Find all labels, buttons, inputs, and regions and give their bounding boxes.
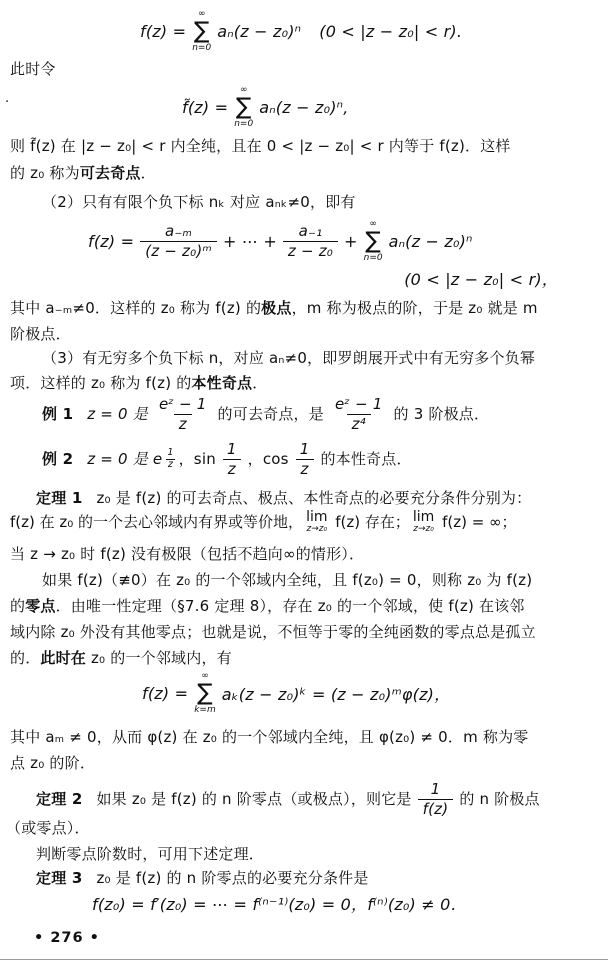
para-text: ．由唯一性定理（§7.6 定理 8），存在 z₀ 的一个邻域，使 f(z) 在该邻	[55, 597, 525, 615]
sum-lower-limit: k=m	[194, 705, 216, 715]
sum-operator: ∑	[235, 94, 252, 120]
theorem-2-line2: （或零点）．	[6, 819, 90, 837]
example-1-label: 例 1	[42, 405, 74, 424]
formula-plus: +	[344, 232, 358, 251]
theorem-3-line1	[36, 866, 369, 890]
page-bottom-rule	[0, 959, 608, 960]
formula-laurent-pole	[88, 220, 473, 263]
theorem-text: f(z) 存在；	[330, 513, 410, 531]
sum-lower-limit: n=0	[363, 253, 383, 263]
fraction-denominator: z	[223, 459, 241, 479]
fraction-denominator: z − z₀	[283, 241, 338, 261]
example-text: 的本性奇点．	[320, 450, 412, 469]
theorem-1-label: 定理 1	[36, 489, 83, 507]
fraction-denominator: z	[296, 459, 314, 479]
fraction	[222, 440, 242, 479]
formula-body: aₙ(z − z₀)ⁿ,	[259, 98, 349, 117]
fraction-denominator: f(z)	[418, 799, 454, 819]
formula-derivative-criterion: f(z₀) = f′(z₀) = ⋯ = f⁽ⁿ⁻¹⁾(z₀) = 0，f⁽ⁿ⁾(z₀) ≠ 0．	[92, 895, 467, 914]
superscript-fraction	[165, 448, 175, 471]
term-zero: 零点	[25, 597, 56, 615]
formula-lhs: f̃(z) =	[182, 98, 229, 117]
para-text: ，m 称为极点的阶，于是 z₀ 就是 m	[291, 299, 538, 317]
example-text: 的可去奇点，是	[217, 405, 324, 424]
fraction-numerator: eᶻ − 1	[334, 395, 383, 413]
para-zero-order-line1: 其中 aₘ ≠ 0，从而 φ(z) 在 z₀ 的一个邻域内全纯，且 φ(z₀) ≠ 0．m 称为零	[10, 728, 529, 746]
para-text-bold: 此时在	[40, 649, 87, 667]
para-then-set: 此时令	[10, 60, 56, 78]
theorem-2-label: 定理 2	[36, 790, 83, 809]
sum-lower-limit: n=0	[192, 43, 212, 53]
fraction	[330, 395, 388, 434]
example-text: 的 3 阶极点．	[393, 405, 490, 424]
sum-upper-limit: ∞	[197, 9, 206, 19]
sum-operator: ∑	[365, 228, 381, 254]
para-zero-line3: 域内除 z₀ 外没有其他零点；也就是说，不恒等于零的全纯函数的零点总是孤立	[10, 623, 536, 641]
fraction-denominator: z	[174, 414, 192, 434]
formula-laurent-pole-condition: (0 < |z − z₀| < r)，	[404, 270, 558, 289]
sum-operator: ∑	[193, 18, 210, 44]
fraction-numerator: a₋ₘ	[165, 222, 193, 241]
sum-symbol	[364, 220, 383, 263]
para-judge-order: 判断零点阶数时，可用下述定理．	[36, 845, 265, 863]
limit-block	[306, 510, 327, 534]
theorem-text: 的 n 阶极点	[459, 790, 540, 809]
formula-condition: (0 < |z − z₀| < r).	[319, 22, 463, 41]
para-text: ．	[140, 164, 156, 182]
theorem-1-line2	[10, 510, 517, 535]
para-zero-line4	[10, 646, 232, 670]
stray-mark: ·	[5, 95, 10, 110]
term-pole: 极点	[261, 299, 292, 317]
para-pole-def-line2: 阶极点．	[10, 325, 71, 343]
fraction	[140, 222, 217, 261]
para-zero-order-line2: 点 z₀ 的阶．	[10, 754, 96, 772]
sum-symbol	[192, 10, 211, 53]
para-removable-line2	[10, 161, 156, 185]
example-text: z = 0 是 e	[87, 450, 163, 469]
para-removable-line1: 则 f̃(z) 在 |z − z₀| < r 内全纯，且在 0 < |z − z₀| < r 内等于 f(z)．这样	[10, 137, 511, 155]
formula-lhs: f(z) =	[88, 232, 135, 251]
example-text: ，sin	[178, 450, 216, 469]
example-1	[42, 395, 489, 434]
para-text: ．	[252, 374, 268, 392]
theorem-1-line3: 当 z → z₀ 时 f(z) 没有极限（包括不趋向∞的情形）．	[10, 545, 365, 563]
formula-lhs: f(z) =	[140, 22, 187, 41]
para-zero-line1: 如果 f(z)（≢0）在 z₀ 的一个邻域内全纯，且 f(z₀) = 0，则称 z₀ 为 f(z)	[42, 571, 533, 589]
theorem-text: f(z) = ∞；	[437, 513, 517, 531]
formula-body: aₖ(z − z₀)ᵏ = (z − z₀)ᵐφ(z)，	[221, 685, 451, 704]
para-text: 其中 a₋ₘ≠0．这样的 z₀ 称为 f(z) 的	[10, 299, 262, 317]
term-removable-singularity: 可去奇点	[79, 164, 141, 182]
para-pole-def-line1	[10, 296, 538, 320]
theorem-2-line1	[36, 780, 540, 819]
theorem-text: 如果 z₀ 是 f(z) 的 n 阶零点（或极点），则它是	[96, 790, 412, 809]
sum-upper-limit: ∞	[239, 85, 248, 95]
formula-power-series	[140, 10, 462, 53]
sum-upper-limit: ∞	[201, 671, 209, 681]
formula-f-tilde-series	[182, 86, 349, 129]
formula-body: aₙ(z − z₀)ⁿ	[388, 232, 473, 251]
sum-symbol	[234, 86, 253, 129]
para-text: 的 z₀ 称为	[10, 164, 80, 182]
fraction	[283, 222, 338, 261]
fraction	[295, 440, 315, 479]
formula-lhs: f(z) =	[142, 684, 189, 703]
fraction-numerator: 1	[430, 780, 441, 798]
para-text: 项．这样的 z₀ 称为 f(z) 的	[10, 374, 192, 392]
theorem-1-line1	[36, 486, 531, 510]
lim-operator: lim	[412, 509, 435, 526]
theorem-3-label: 定理 3	[36, 869, 83, 887]
fraction-denominator: (z − z₀)ᵐ	[140, 241, 217, 261]
example-2	[42, 440, 412, 479]
sum-operator: ∑	[197, 680, 213, 706]
theorem-text: z₀ 是 f(z) 的可去奇点、极点、本性奇点的必要充分条件分别为：	[96, 489, 532, 507]
fraction	[418, 780, 454, 819]
formula-body: aₙ(z − z₀)ⁿ	[217, 22, 302, 41]
lim-subscript: z→z₀	[306, 524, 328, 535]
para-case2: （2）只有有限个负下标 nₖ 对应 aₙₖ≠0，即有	[42, 193, 356, 211]
formula-mid: + ⋯ +	[222, 232, 277, 251]
theorem-text: f(z) 在 z₀ 的一个去心邻域内有界或等价地，	[10, 513, 304, 531]
para-case3-line2	[10, 371, 267, 395]
para-text: 的．	[10, 649, 41, 667]
fraction-denominator: z⁴	[347, 414, 371, 434]
fraction-numerator: 1	[299, 440, 310, 458]
lim-operator: lim	[306, 509, 328, 526]
para-zero-line2	[10, 594, 525, 618]
para-text: z₀ 的一个邻域内，有	[86, 649, 232, 667]
theorem-text: z₀ 是 f(z) 的 n 阶零点的必要充分条件是	[96, 869, 369, 887]
fraction-numerator: 1	[226, 440, 237, 458]
fraction-numerator: eᶻ − 1	[158, 395, 207, 413]
lim-subscript: z→z₀	[413, 524, 434, 535]
fraction-denominator: z	[167, 458, 174, 470]
fraction	[154, 395, 212, 434]
sum-symbol	[194, 672, 216, 715]
para-text: 的	[10, 597, 26, 615]
fraction-numerator: a₋₁	[298, 222, 323, 241]
para-case3-line1: （3）有无穷多个负下标 n，对应 aₙ≠0，即罗朗展开式中有无穷多个负幂	[42, 349, 536, 367]
example-text: z = 0 是	[87, 405, 148, 424]
page-number: • 276 •	[34, 930, 100, 946]
sum-lower-limit: n=0	[234, 119, 254, 129]
term-essential-singularity: 本性奇点	[191, 374, 253, 392]
fraction-numerator: 1	[167, 446, 174, 458]
example-text: ，cos	[247, 450, 289, 469]
limit-block	[413, 510, 434, 534]
sum-upper-limit: ∞	[369, 219, 377, 229]
formula-zero-factorization	[142, 672, 450, 715]
example-2-label: 例 2	[42, 450, 74, 469]
